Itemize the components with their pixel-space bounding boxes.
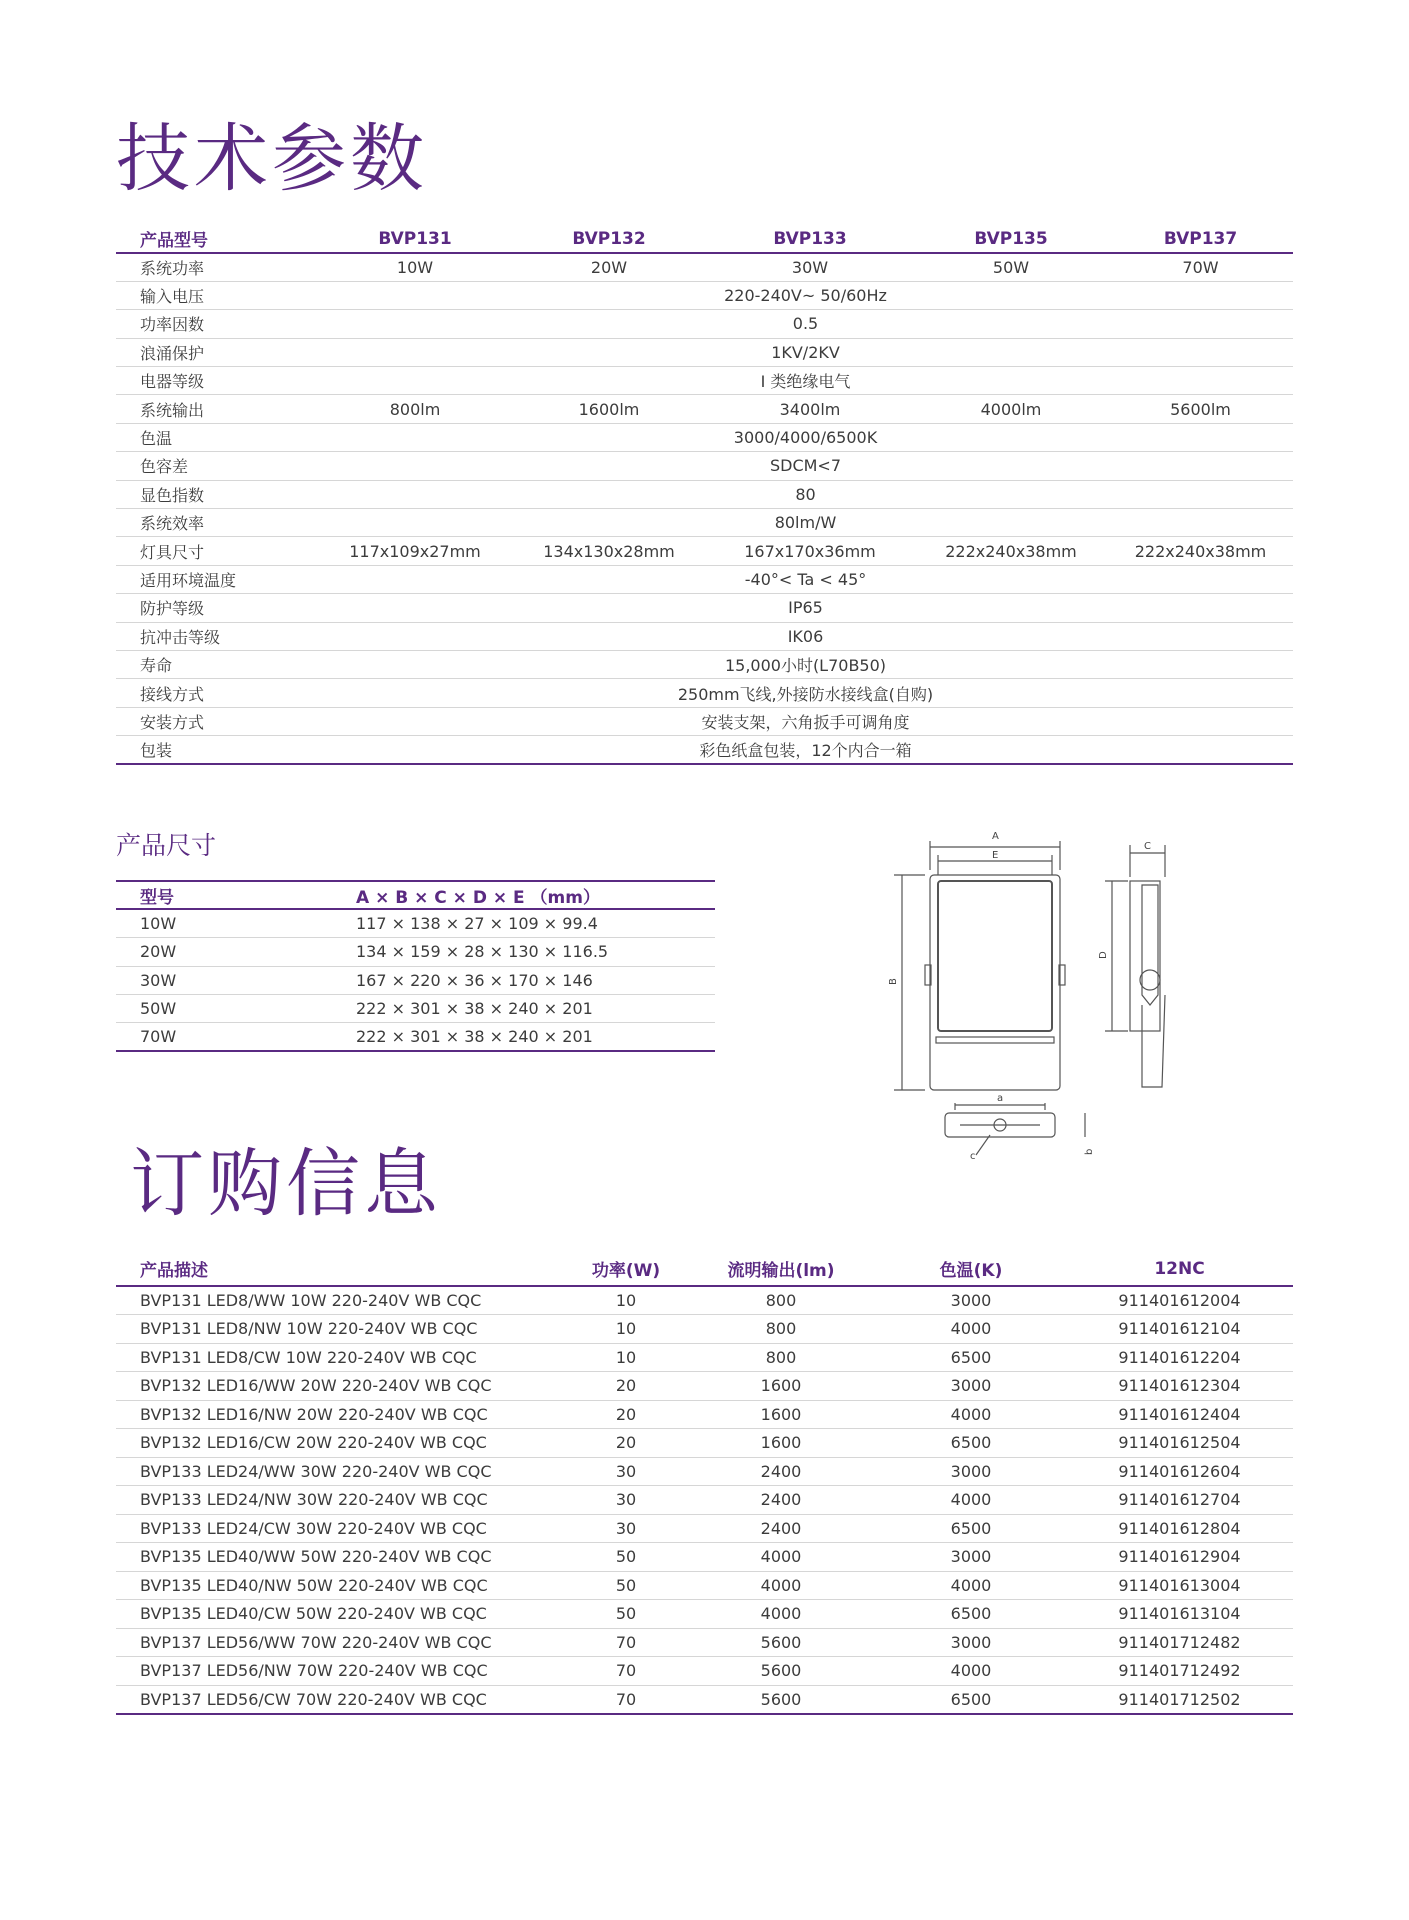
spec-row	[116, 679, 1293, 707]
order-power: 10	[615, 1319, 637, 1339]
dims-value: 167 × 220 × 36 × 170 × 146	[356, 970, 593, 990]
spec-value: 800lm	[389, 399, 441, 419]
dims-value: 117 × 138 × 27 × 109 × 99.4	[356, 914, 598, 934]
order-cct: 3000	[950, 1376, 992, 1396]
order-power: 50	[615, 1604, 637, 1624]
order-12nc: 911401712502	[1118, 1689, 1241, 1709]
order-cct: 3000	[950, 1547, 992, 1567]
spec-header-cell: 产品型号	[140, 231, 208, 251]
spec-row	[116, 480, 1293, 508]
section-title-dimensions: 产品尺寸	[116, 831, 217, 860]
order-power: 10	[615, 1291, 637, 1310]
order-description: BVP135 LED40/CW 50W 220-240V WB CQC	[140, 1604, 487, 1624]
spec-value: 10W	[396, 257, 434, 277]
spec-value: 222x240x38mm	[1134, 541, 1267, 561]
order-power: 10	[615, 1347, 637, 1367]
order-description: BVP135 LED40/NW 50W 220-240V WB CQC	[140, 1575, 488, 1595]
order-description: BVP131 LED8/CW 10W 220-240V WB CQC	[140, 1347, 477, 1367]
spec-value: IP65	[788, 598, 823, 618]
dims-value: 222 × 301 × 38 × 240 × 201	[356, 1027, 593, 1047]
order-description: BVP132 LED16/CW 20W 220-240V WB CQC	[140, 1433, 487, 1453]
order-row	[116, 1315, 1293, 1344]
order-power: 20	[615, 1404, 637, 1424]
spec-label: 色温	[140, 429, 173, 449]
order-12nc: 911401612204	[1118, 1347, 1241, 1367]
spec-row	[116, 395, 1293, 423]
spec-value: 0.5	[792, 314, 819, 334]
spec-value: -40°< Ta < 45°	[744, 569, 867, 589]
order-power: 20	[615, 1433, 637, 1453]
spec-value: 15,000小时(L70B50)	[724, 656, 887, 676]
order-lumen: 2400	[760, 1461, 802, 1481]
order-row	[116, 1685, 1293, 1714]
spec-row	[116, 622, 1293, 650]
spec-row	[116, 281, 1293, 309]
order-description: BVP137 LED56/CW 70W 220-240V WB CQC	[140, 1689, 487, 1709]
spec-label: 浪涌保护	[140, 343, 205, 363]
spec-value: 80lm/W	[774, 513, 837, 533]
order-12nc: 911401613104	[1118, 1604, 1241, 1624]
spec-label: 色容差	[140, 457, 189, 477]
order-lumen: 800	[765, 1347, 797, 1367]
order-power: 70	[615, 1661, 637, 1681]
order-lumen: 2400	[760, 1518, 802, 1538]
spec-label: 安装方式	[140, 712, 205, 732]
order-lumen: 4000	[760, 1547, 802, 1567]
order-lumen: 800	[765, 1291, 797, 1310]
spec-value: 3000/4000/6500K	[733, 428, 878, 448]
spec-value: SDCM<7	[769, 456, 842, 476]
spec-label: 防护等级	[140, 599, 205, 619]
order-row	[116, 1457, 1293, 1486]
order-12nc: 911401712482	[1118, 1632, 1241, 1652]
order-lumen: 1600	[760, 1433, 802, 1453]
dim-label-a-lower: a	[997, 1093, 1004, 1104]
order-power: 20	[615, 1376, 637, 1396]
order-12nc: 911401612904	[1118, 1547, 1241, 1567]
ordering-table	[116, 1252, 1293, 1715]
spec-value: IK06	[787, 626, 824, 646]
order-cct: 6500	[950, 1689, 992, 1709]
order-12nc: 911401612604	[1118, 1461, 1241, 1481]
spec-row	[116, 367, 1293, 395]
spec-label: 系统效率	[140, 514, 205, 534]
spec-value: 5600lm	[1170, 399, 1231, 419]
order-cct: 3000	[950, 1291, 992, 1310]
order-12nc: 911401612104	[1118, 1319, 1241, 1339]
dimensions-table	[116, 880, 715, 1052]
order-description: BVP137 LED56/WW 70W 220-240V WB CQC	[140, 1632, 492, 1652]
order-row	[116, 1400, 1293, 1429]
spec-row	[116, 338, 1293, 366]
dims-model: 70W	[140, 1027, 177, 1047]
spec-value: I 类绝缘电气	[760, 372, 851, 392]
order-row	[116, 1514, 1293, 1543]
spec-row	[116, 310, 1293, 338]
dims-value: 222 × 301 × 38 × 240 × 201	[356, 999, 593, 1019]
order-header-cell: 12NC	[1154, 1258, 1205, 1279]
dim-label-b-lower: b	[1084, 1148, 1095, 1155]
spec-header-cell: BVP131	[378, 228, 452, 249]
spec-header-cell: BVP137	[1163, 228, 1238, 249]
order-row	[116, 1286, 1293, 1315]
dim-label-c-lower: c	[970, 1151, 976, 1162]
dims-model: 30W	[140, 970, 177, 990]
spec-row	[116, 707, 1293, 735]
spec-value: 222x240x38mm	[945, 541, 1077, 561]
spec-value: 4000lm	[980, 399, 1042, 419]
order-header-row	[116, 1252, 1293, 1286]
spec-label: 系统功率	[140, 258, 205, 278]
spec-label: 电器等级	[140, 372, 205, 392]
order-power: 70	[615, 1632, 637, 1652]
dims-model: 10W	[140, 914, 177, 934]
order-lumen: 1600	[760, 1376, 802, 1396]
order-lumen: 4000	[760, 1604, 802, 1624]
order-12nc: 911401712492	[1118, 1661, 1241, 1681]
spec-row	[116, 509, 1293, 537]
order-cct: 6500	[950, 1347, 992, 1367]
dim-label-e: E	[992, 850, 999, 861]
order-cct: 4000	[950, 1319, 992, 1339]
spec-value: 117x109x27mm	[349, 541, 481, 561]
dims-header-row	[116, 881, 715, 909]
order-12nc: 911401612704	[1118, 1490, 1241, 1510]
spec-row	[116, 594, 1293, 622]
dims-value: 134 × 159 × 28 × 130 × 116.5	[356, 942, 609, 962]
order-lumen: 4000	[760, 1575, 802, 1595]
dim-label-a-upper: A	[992, 831, 999, 842]
order-row	[116, 1571, 1293, 1600]
order-lumen: 5600	[760, 1689, 802, 1709]
order-row	[116, 1429, 1293, 1458]
order-description: BVP133 LED24/CW 30W 220-240V WB CQC	[140, 1518, 487, 1538]
spec-value: 220-240V~ 50/60Hz	[724, 286, 887, 306]
order-cct: 3000	[950, 1632, 992, 1652]
order-description: BVP132 LED16/WW 20W 220-240V WB CQC	[140, 1376, 492, 1396]
order-description: BVP137 LED56/NW 70W 220-240V WB CQC	[140, 1661, 488, 1681]
order-header-cell: 产品描述	[140, 1261, 208, 1281]
page-title-specs: 技术参数	[116, 116, 428, 202]
dims-header-cell: 型号	[140, 887, 174, 908]
order-cct: 6500	[950, 1604, 992, 1624]
order-power: 50	[615, 1547, 637, 1567]
dims-row	[116, 938, 715, 966]
dimension-drawing	[880, 825, 1230, 1165]
order-row	[116, 1486, 1293, 1515]
order-cct: 3000	[950, 1461, 992, 1481]
order-header-cell: 流明输出(lm)	[727, 1261, 835, 1281]
spec-label: 适用环境温度	[140, 570, 237, 590]
spec-value: 30W	[791, 257, 829, 277]
spec-label: 灯具尺寸	[140, 542, 205, 562]
page-title-ordering: 订购信息	[130, 1141, 442, 1227]
dim-label-b-upper: B	[888, 978, 899, 985]
spec-value: 80	[795, 484, 816, 504]
order-description: BVP131 LED8/WW 10W 220-240V WB CQC	[140, 1291, 482, 1310]
spec-label: 显色指数	[140, 485, 205, 505]
order-description: BVP131 LED8/NW 10W 220-240V WB CQC	[140, 1319, 478, 1339]
order-lumen: 800	[765, 1319, 797, 1339]
spec-value: 167x170x36mm	[744, 541, 876, 561]
spec-value: 1KV/2KV	[771, 342, 840, 362]
order-power: 30	[615, 1518, 637, 1538]
order-lumen: 2400	[760, 1490, 802, 1510]
dims-row	[116, 1023, 715, 1051]
order-12nc: 911401612804	[1118, 1518, 1241, 1538]
order-cct: 4000	[950, 1661, 992, 1681]
spec-label: 输入电压	[140, 287, 205, 307]
order-row	[116, 1600, 1293, 1629]
spec-label: 抗冲击等级	[140, 627, 221, 647]
spec-row	[116, 423, 1293, 451]
spec-label: 系统输出	[140, 400, 205, 420]
spec-header-cell: BVP132	[572, 228, 646, 249]
order-power: 30	[615, 1490, 637, 1510]
dim-label-d-upper: D	[1098, 951, 1109, 959]
order-row	[116, 1372, 1293, 1401]
order-12nc: 911401612504	[1118, 1433, 1241, 1453]
order-12nc: 911401613004	[1118, 1575, 1241, 1595]
order-row	[116, 1343, 1293, 1372]
spec-value: 20W	[590, 257, 628, 277]
dims-row	[116, 966, 715, 994]
dims-model: 20W	[140, 942, 177, 962]
order-description: BVP133 LED24/NW 30W 220-240V WB CQC	[140, 1490, 488, 1510]
spec-value: 250mm飞线,外接防水接线盒(自购)	[677, 684, 934, 704]
order-description: BVP135 LED40/WW 50W 220-240V WB CQC	[140, 1547, 492, 1567]
order-description: BVP133 LED24/WW 30W 220-240V WB CQC	[140, 1461, 492, 1481]
order-12nc: 911401612404	[1118, 1404, 1241, 1424]
order-cct: 6500	[950, 1518, 992, 1538]
dims-header-cell: A × B × C × D × E （mm）	[356, 887, 600, 908]
dims-model: 50W	[140, 999, 177, 1019]
order-description: BVP132 LED16/NW 20W 220-240V WB CQC	[140, 1404, 488, 1424]
order-cct: 4000	[950, 1490, 992, 1510]
spec-label: 寿命	[140, 656, 173, 676]
spec-row	[116, 565, 1293, 593]
order-row	[116, 1543, 1293, 1572]
spec-row	[116, 537, 1293, 565]
order-cct: 4000	[950, 1404, 992, 1424]
spec-value: 50W	[992, 257, 1030, 277]
spec-row	[116, 452, 1293, 480]
spec-header-row	[116, 225, 1293, 253]
order-12nc: 911401612304	[1118, 1376, 1241, 1396]
spec-label: 功率因数	[140, 315, 205, 335]
order-power: 30	[615, 1461, 637, 1481]
spec-value: 安装支架，六角扳手可调角度	[701, 712, 910, 732]
order-header-cell: 功率(W)	[591, 1261, 661, 1281]
order-row	[116, 1657, 1293, 1686]
spec-table	[116, 225, 1293, 765]
order-header-cell: 色温(K)	[939, 1261, 1003, 1281]
spec-value: 70W	[1182, 257, 1219, 277]
order-power: 50	[615, 1575, 637, 1595]
dim-label-c-upper: C	[1144, 841, 1151, 852]
order-cct: 4000	[950, 1575, 992, 1595]
order-lumen: 1600	[760, 1404, 802, 1424]
order-lumen: 5600	[760, 1632, 802, 1652]
order-cct: 6500	[950, 1433, 992, 1453]
order-row	[116, 1628, 1293, 1657]
order-lumen: 5600	[760, 1661, 802, 1681]
dims-row	[116, 995, 715, 1023]
spec-label: 接线方式	[140, 684, 205, 704]
spec-row	[116, 650, 1293, 678]
spec-value: 1600lm	[578, 399, 640, 419]
spec-value: 134x130x28mm	[543, 541, 675, 561]
spec-header-cell: BVP135	[974, 228, 1048, 249]
spec-header-cell: BVP133	[773, 228, 847, 249]
spec-row	[116, 736, 1293, 764]
spec-value: 彩色纸盒包装，12个内合一箱	[699, 741, 912, 761]
spec-row	[116, 253, 1293, 281]
order-12nc: 911401612004	[1118, 1291, 1241, 1310]
dims-row	[116, 909, 715, 937]
spec-value: 3400lm	[779, 399, 841, 419]
order-power: 70	[615, 1689, 637, 1709]
spec-label: 包装	[140, 741, 173, 761]
